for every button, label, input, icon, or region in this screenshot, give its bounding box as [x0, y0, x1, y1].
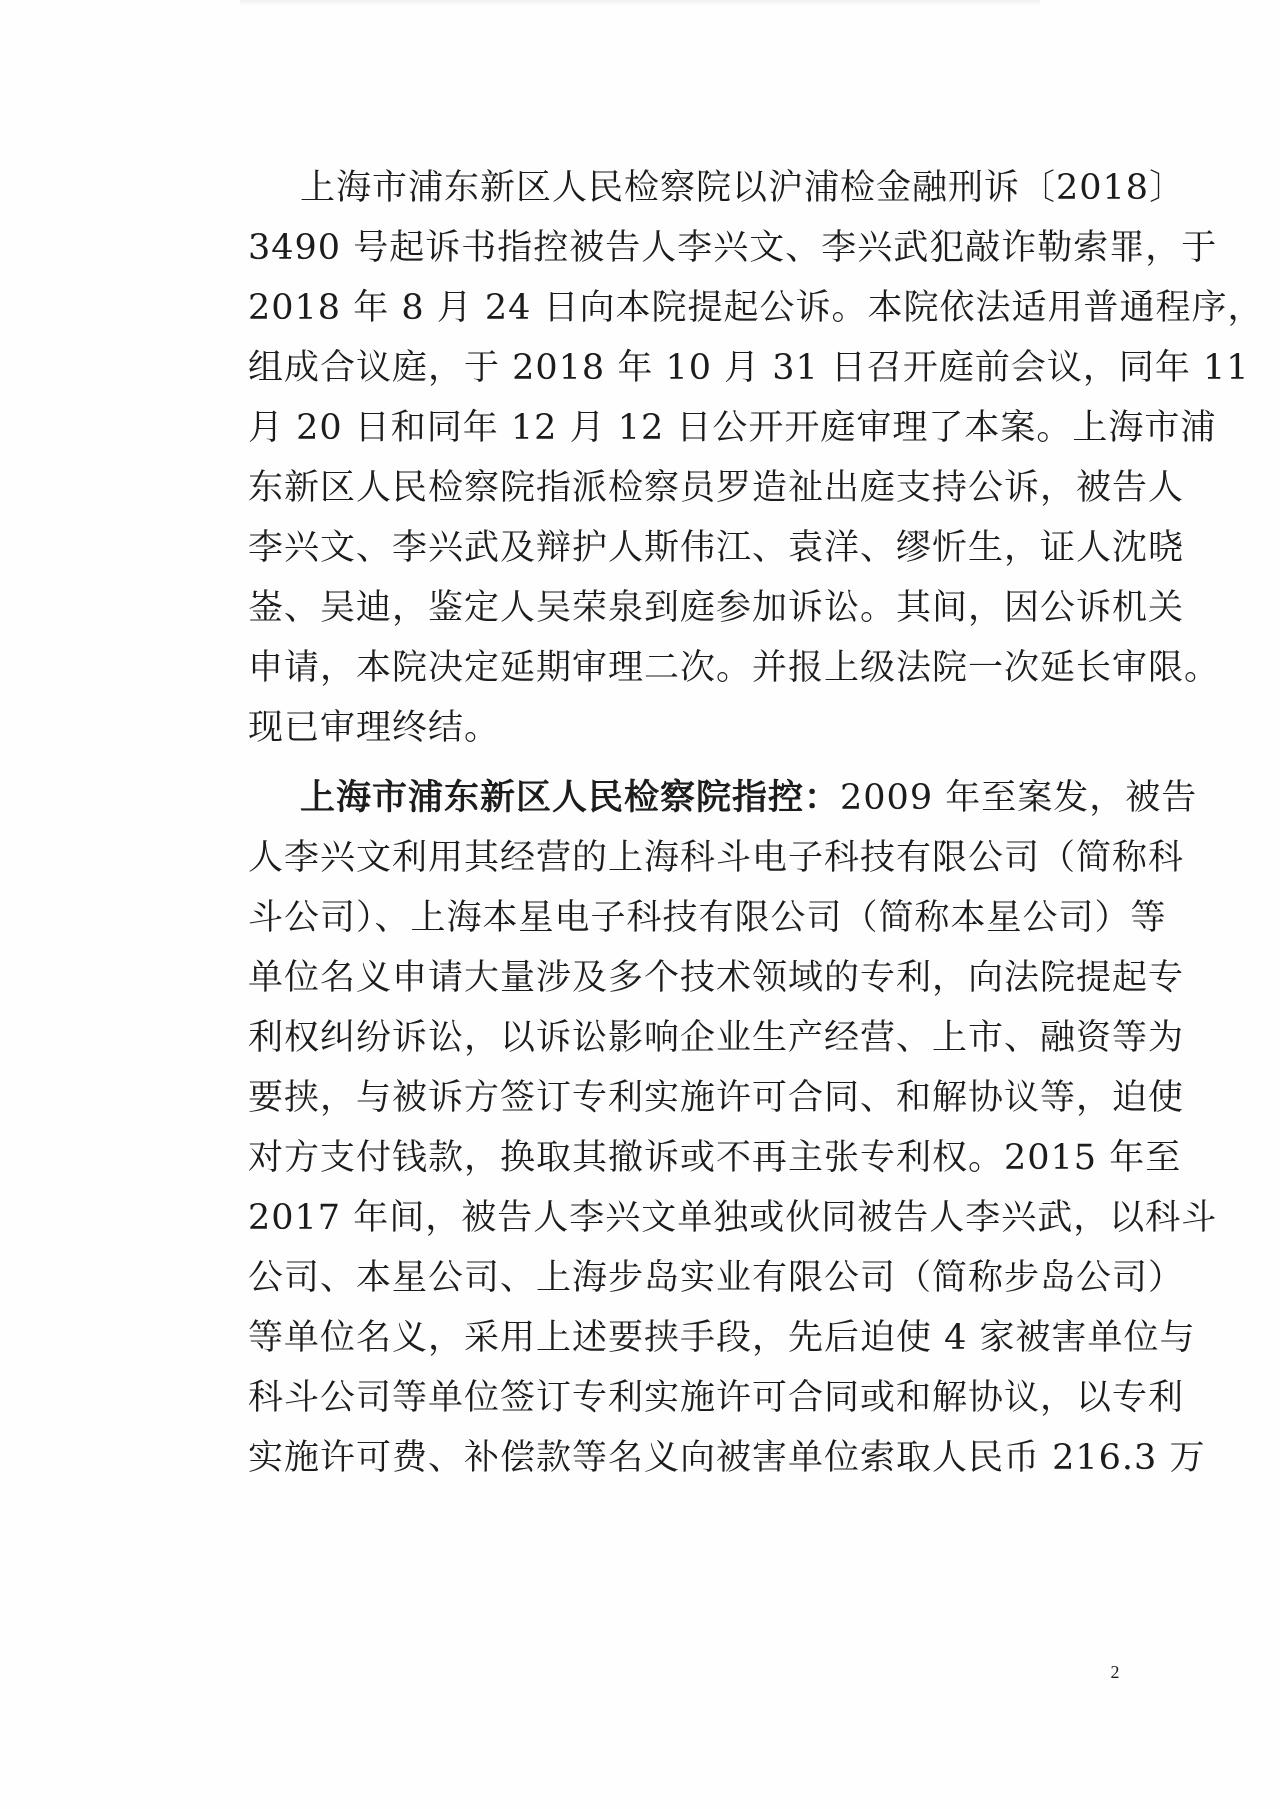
paragraph-1-line-10: 现已审理终结。 — [248, 708, 501, 748]
paragraph-2-line-1-rest: 2009 年至案发，被告 — [840, 778, 1198, 818]
page-number: 2 — [1110, 1662, 1120, 1682]
paragraph-2-line-4: 单位名义申请大量涉及多个技术领域的专利，向法院提起专 — [248, 958, 1185, 998]
paragraph-1-line-4: 组成合议庭，于 2018 年 10 月 31 日召开庭前会议，同年 11 — [248, 348, 1250, 388]
paragraph-1-line-3: 2018 年 8 月 24 日向本院提起公诉。本院依法适用普通程序， — [248, 288, 1264, 328]
paragraph-1-line-8: 崟、吴迪，鉴定人吴荣泉到庭参加诉讼。其间，因公诉机关 — [248, 588, 1185, 628]
paragraph-2-line-9: 公司、本星公司、上海步岛实业有限公司（简称步岛公司） — [248, 1258, 1185, 1298]
paragraph-2-line-3: 斗公司）、上海本星电子科技有限公司（简称本星公司）等 — [248, 898, 1167, 938]
paragraph-2-line-12: 实施许可费、补偿款等名义向被害单位索取人民币 216.3 万 — [248, 1438, 1206, 1478]
paragraph-1-line-7: 李兴文、李兴武及辩护人斯伟江、袁洋、缪忻生，证人沈晓 — [248, 528, 1185, 568]
paragraph-1-line-9: 申请，本院决定延期审理二次。并报上级法院一次延长审限。 — [248, 648, 1221, 688]
paragraph-2-line-8: 2017 年间，被告人李兴文单独或伙同被告人李兴武，以科斗 — [248, 1198, 1218, 1238]
paragraph-2-line-1 — [300, 768, 1198, 828]
paragraph-2-line-6: 要挟，与被诉方签订专利实施许可合同、和解协议等，迫使 — [248, 1078, 1185, 1118]
prosecution-allegation-heading: 上海市浦东新区人民检察院指控： — [300, 777, 841, 818]
scan-shadow — [240, 0, 1040, 6]
paragraph-2-line-11: 科斗公司等单位签订专利实施许可合同或和解协议，以专利 — [248, 1378, 1185, 1418]
paragraph-1-line-5: 月 20 日和同年 12 月 12 日公开开庭审理了本案。上海市浦 — [248, 408, 1217, 448]
paragraph-2-line-2: 人李兴文利用其经营的上海科斗电子科技有限公司（简称科 — [248, 838, 1185, 878]
paragraph-1-line-1: 上海市浦东新区人民检察院以沪浦检金融刑诉〔2018〕 — [300, 168, 1186, 208]
paragraph-2-line-10: 等单位名义，采用上述要挟手段，先后迫使 4 家被害单位与 — [248, 1318, 1196, 1358]
paragraph-1-line-2: 3490 号起诉书指控被告人李兴文、李兴武犯敲诈勒索罪，于 — [248, 228, 1218, 268]
paragraph-1-line-6: 东新区人民检察院指派检察员罗造祉出庭支持公诉，被告人 — [248, 468, 1185, 508]
paragraph-2-line-7: 对方支付钱款，换取其撤诉或不再主张专利权。2015 年至 — [248, 1138, 1182, 1178]
paragraph-2-line-5: 利权纠纷诉讼，以诉讼影响企业生产经营、上市、融资等为 — [248, 1018, 1185, 1058]
